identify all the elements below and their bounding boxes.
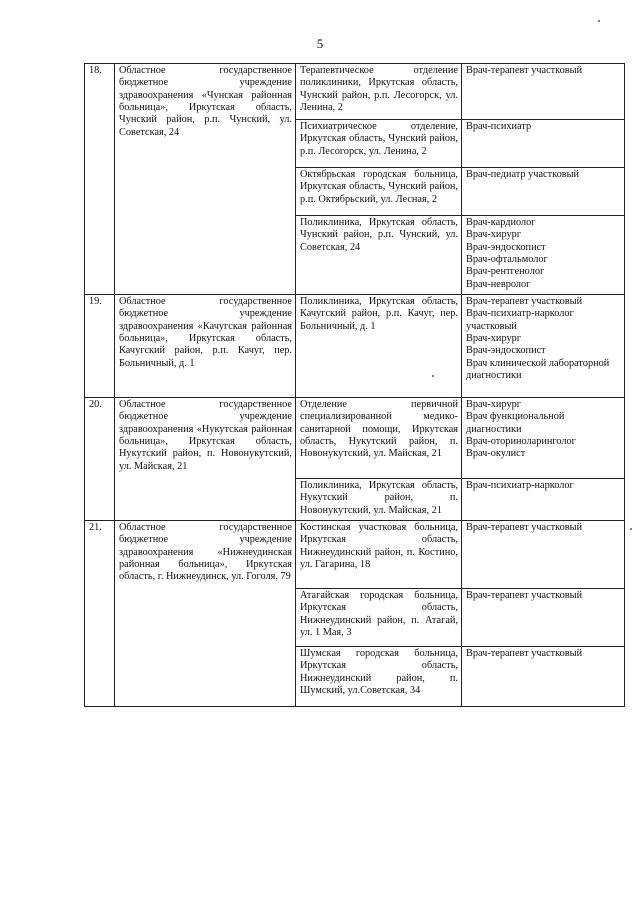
row-number: 21. — [85, 521, 115, 707]
location-cell: Поликлиника, Иркутская область, Нукутский район, п. Новонукутский, ул. Майская, 21 — [296, 479, 462, 521]
location-cell: Поликлиника, Иркутская область, Качугский район, р.п. Качуг, пер. Больничный, д. 1 — [296, 295, 462, 398]
table-row — [85, 64, 625, 120]
specialist-item: Врач-терапевт участковый — [466, 522, 583, 534]
specialist-item: Врач-хирург — [466, 399, 521, 411]
row-number: 20. — [85, 398, 115, 521]
specialist-item: Врач-рентгенолог — [466, 266, 545, 278]
specialist-item: Врач-эндоскопист — [466, 345, 546, 357]
specialist-item: Врач-хирург — [466, 333, 521, 345]
location-cell: Костинская участковая больница, Иркутская область, Нижнеудинский район, п. Костино, ул. Гагарина, 18 — [296, 521, 462, 589]
scan-speck — [432, 375, 434, 377]
location-cell: Терапевтическое отделение поликлиники, Иркутская область, Чунский район, р.п. Лесогорск, ул. Ленина, 2 — [296, 64, 462, 120]
location-cell: Октябрьская городская больница, Иркутская область, Чунский район, р.п. Октябрьский, ул. Лесная, 2 — [296, 168, 462, 216]
specialists-cell — [462, 647, 625, 707]
specialists-cell — [462, 64, 625, 120]
specialist-item: Врач-терапевт участковый — [466, 296, 583, 308]
specialist-item: Врач клинической лабораторной диагностики — [466, 357, 610, 382]
specialist-item: Врач-терапевт участковый — [466, 648, 583, 660]
specialist-item: Врач-психиатр — [466, 121, 532, 132]
scan-speck — [630, 528, 632, 530]
specialists-cell — [462, 398, 625, 479]
organization-cell: Областное государственное бюджетное учреждение здравоохранения «Чунская районная больница», Иркутская область, Чунский район, р.п. Чунский, ул. Советская, 24 — [115, 64, 296, 295]
location-cell: Отделение первичной специализированной медико-санитарной помощи, Иркутская область, Нукутский район, п. Новонукутский, ул. Майская, 21 — [296, 398, 462, 479]
specialists-cell — [462, 479, 625, 521]
location-cell: Психиатрическое отделение, Иркутская область, Чунский район, р.п. Лесогорск, ул. Ленина, 2 — [296, 120, 462, 168]
location-cell: Шумская городская больница, Иркутская область, Нижнеудинский район, п. Шумский, ул.Советская, 34 — [296, 647, 462, 707]
specialists-cell — [462, 589, 625, 647]
row-number: 19. — [85, 295, 115, 398]
row-number: 18. — [85, 64, 115, 295]
table-row — [85, 295, 625, 398]
specialist-item: Врач-психиатр-нарколог участковый — [466, 308, 574, 332]
organization-cell: Областное государственное бюджетное учреждение здравоохранения «Нукутская районная больница», Иркутская область, Нукутский район, п. Новонукутский, ул. Майская, 21 — [115, 398, 296, 521]
specialists-cell — [462, 168, 625, 216]
scan-speck — [598, 20, 600, 22]
organization-cell: Областное государственное бюджетное учреждение здравоохранения «Нижнеудинская районная больница», Иркутская область, г. Нижнеудинск, ул. Гоголя, 79 — [115, 521, 296, 707]
specialist-item: Врач-психиатр-нарколог — [466, 480, 574, 492]
specialist-item: Врач-оториноларинголог — [466, 436, 576, 448]
location-cell: Атагайская городская больница, Иркутская область, Нижнеудинский район, п. Атагай, ул. 1 Мая, 3 — [296, 589, 462, 647]
specialist-item: Врач-эндоскопист — [466, 241, 546, 253]
specialist-item: Врач-офтальмолог — [466, 254, 548, 266]
institutions-table — [84, 63, 625, 707]
table-body — [85, 64, 625, 707]
specialists-cell — [462, 521, 625, 589]
table-row — [85, 521, 625, 589]
specialist-item: Врач-педиатр участковый — [466, 169, 580, 180]
specialist-item: Врач-кардиолог — [466, 217, 536, 228]
specialist-item: Врач-окулист — [466, 448, 526, 460]
organization-cell: Областное государственное бюджетное учреждение здравоохранения «Качугская районная больница», Иркутская область, Качугский район, р.п. Качуг, пер. Больничный, д. 1 — [115, 295, 296, 398]
specialist-item: Врач-невролог — [466, 278, 531, 290]
specialist-item: Врач-терапевт участковый — [466, 590, 583, 602]
specialist-item: Врач-терапевт участковый — [466, 65, 583, 76]
specialists-cell — [462, 295, 625, 398]
specialists-cell — [462, 216, 625, 295]
specialists-cell — [462, 120, 625, 168]
page-number: 5 — [316, 36, 324, 51]
specialist-item: Врач функциональной диагностики — [466, 411, 565, 435]
location-cell: Поликлиника, Иркутская область, Чунский район, р.п. Чунский, ул. Советская, 24 — [296, 216, 462, 295]
specialist-item: Врач-хирург — [466, 229, 521, 241]
table-row — [85, 398, 625, 479]
